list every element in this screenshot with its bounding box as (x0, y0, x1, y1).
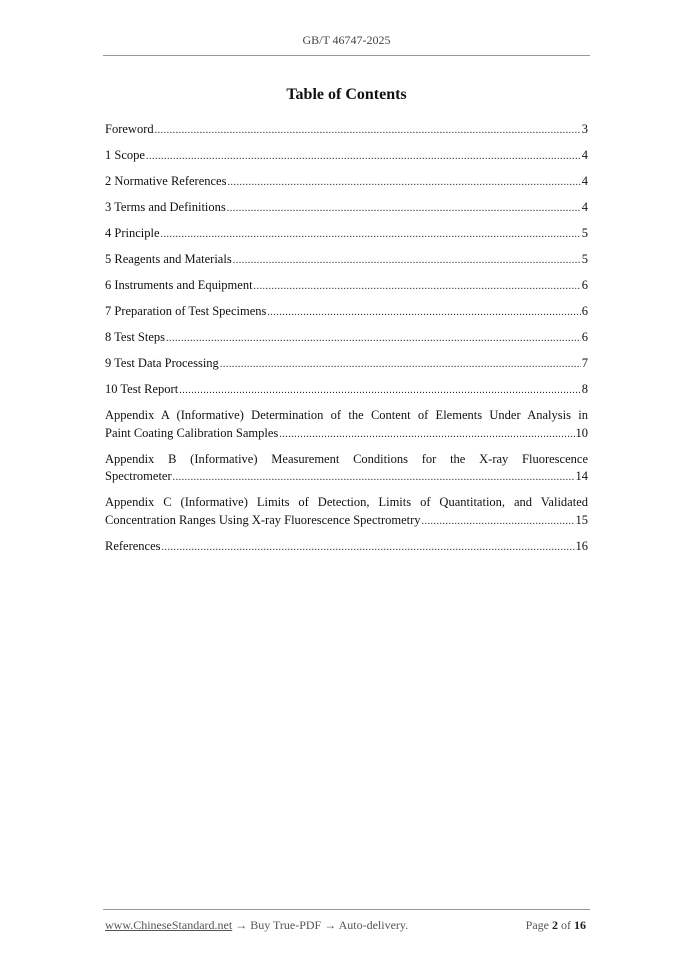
toc-label-line1: Appendix A (Informative) Determination of the Content of Elements Under Analysis in (105, 408, 588, 422)
toc-item[interactable] (105, 173, 588, 192)
toc-leader (279, 426, 574, 444)
arrow-right-icon: → (235, 918, 248, 932)
toc-leader (227, 200, 581, 218)
toc-page-number: 5 (581, 252, 588, 266)
toc-label: 4 Principle (105, 226, 160, 240)
toc-leader (173, 469, 575, 487)
toc-label: 6 Instruments and Equipment (105, 278, 253, 292)
arrow-right-icon: → (324, 918, 337, 932)
auto-delivery-text: Auto-delivery. (338, 918, 409, 932)
toc-label: 7 Preparation of Test Specimens (105, 304, 267, 318)
buy-pdf-text: Buy True-PDF (250, 918, 322, 932)
toc-page-number: 10 (575, 425, 588, 440)
toc-item-appendix-c[interactable] (105, 494, 588, 530)
table-of-contents (105, 121, 588, 564)
toc-item[interactable] (105, 303, 588, 322)
toc-item[interactable] (105, 199, 588, 218)
toc-item[interactable] (105, 329, 588, 348)
footer-left (105, 918, 408, 933)
toc-label: 2 Normative References (105, 174, 227, 188)
toc-item-appendix-a[interactable] (105, 407, 588, 443)
page-title: Table of Contents (286, 86, 407, 103)
toc-page-number: 14 (575, 469, 588, 483)
toc-page-number: 5 (581, 226, 588, 240)
toc-item[interactable] (105, 277, 588, 296)
toc-page-number: 4 (581, 174, 588, 188)
header-divider (103, 55, 590, 56)
toc-page-number: 4 (581, 200, 588, 214)
toc-page-number: 15 (575, 512, 588, 527)
toc-leader (422, 513, 575, 531)
toc-label-line1: Appendix B (Informative) Measurement Conditions for the X-ray Fluorescence (105, 451, 588, 466)
toc-page-number: 6 (581, 278, 588, 292)
toc-item[interactable] (105, 225, 588, 244)
page-word: Page (525, 918, 549, 932)
toc-label: References (105, 538, 161, 553)
footer-divider (103, 909, 590, 910)
toc-page-number: 6 (581, 330, 588, 344)
toc-label-line2: Paint Coating Calibration Samples (105, 425, 279, 440)
toc-leader (179, 382, 581, 400)
toc-leader (254, 278, 581, 296)
page-indicator (526, 918, 586, 933)
toc-leader (161, 226, 581, 244)
toc-label: 5 Reagents and Materials (105, 252, 232, 266)
toc-label-line2: Concentration Ranges Using X-ray Fluorescence Spectrometry (105, 512, 421, 527)
total-pages-number: 16 (574, 918, 586, 932)
toc-leader (146, 148, 581, 166)
toc-item[interactable] (105, 381, 588, 400)
toc-label: 1 Scope (105, 148, 145, 162)
toc-item-appendix-b[interactable] (105, 451, 588, 487)
toc-label-line2: Spectrometer (105, 469, 172, 483)
toc-item[interactable] (105, 251, 588, 270)
toc-item-references[interactable] (105, 538, 588, 557)
header-doc-id: GB/T 46747-2025 (302, 33, 391, 47)
toc-page-number: 4 (581, 148, 588, 162)
current-page-number: 2 (552, 918, 558, 932)
toc-item[interactable] (105, 121, 588, 140)
page-of-word: of (561, 918, 571, 932)
toc-item[interactable] (105, 147, 588, 166)
toc-label: 10 Test Report (105, 382, 179, 396)
toc-leader (267, 304, 580, 322)
footer (105, 918, 586, 933)
toc-leader (233, 252, 581, 270)
toc-page-number: 16 (575, 538, 588, 553)
toc-page-number: 8 (581, 382, 588, 396)
toc-leader (227, 174, 580, 192)
toc-label: 8 Test Steps (105, 330, 166, 344)
toc-page-number: 3 (581, 122, 588, 136)
toc-leader (162, 539, 575, 557)
toc-label-line1: Appendix C (Informative) Limits of Detection, Limits of Quantitation, and Validated (105, 495, 588, 509)
website-link[interactable]: www.ChineseStandard.net (105, 918, 233, 932)
toc-page-number: 6 (581, 304, 588, 318)
toc-leader (166, 330, 581, 348)
toc-label: 3 Terms and Definitions (105, 200, 226, 214)
toc-leader (155, 122, 581, 140)
toc-label: Foreword (105, 122, 154, 136)
toc-leader (220, 356, 581, 374)
toc-item[interactable] (105, 355, 588, 374)
toc-page-number: 7 (581, 356, 588, 370)
toc-label: 9 Test Data Processing (105, 356, 219, 370)
